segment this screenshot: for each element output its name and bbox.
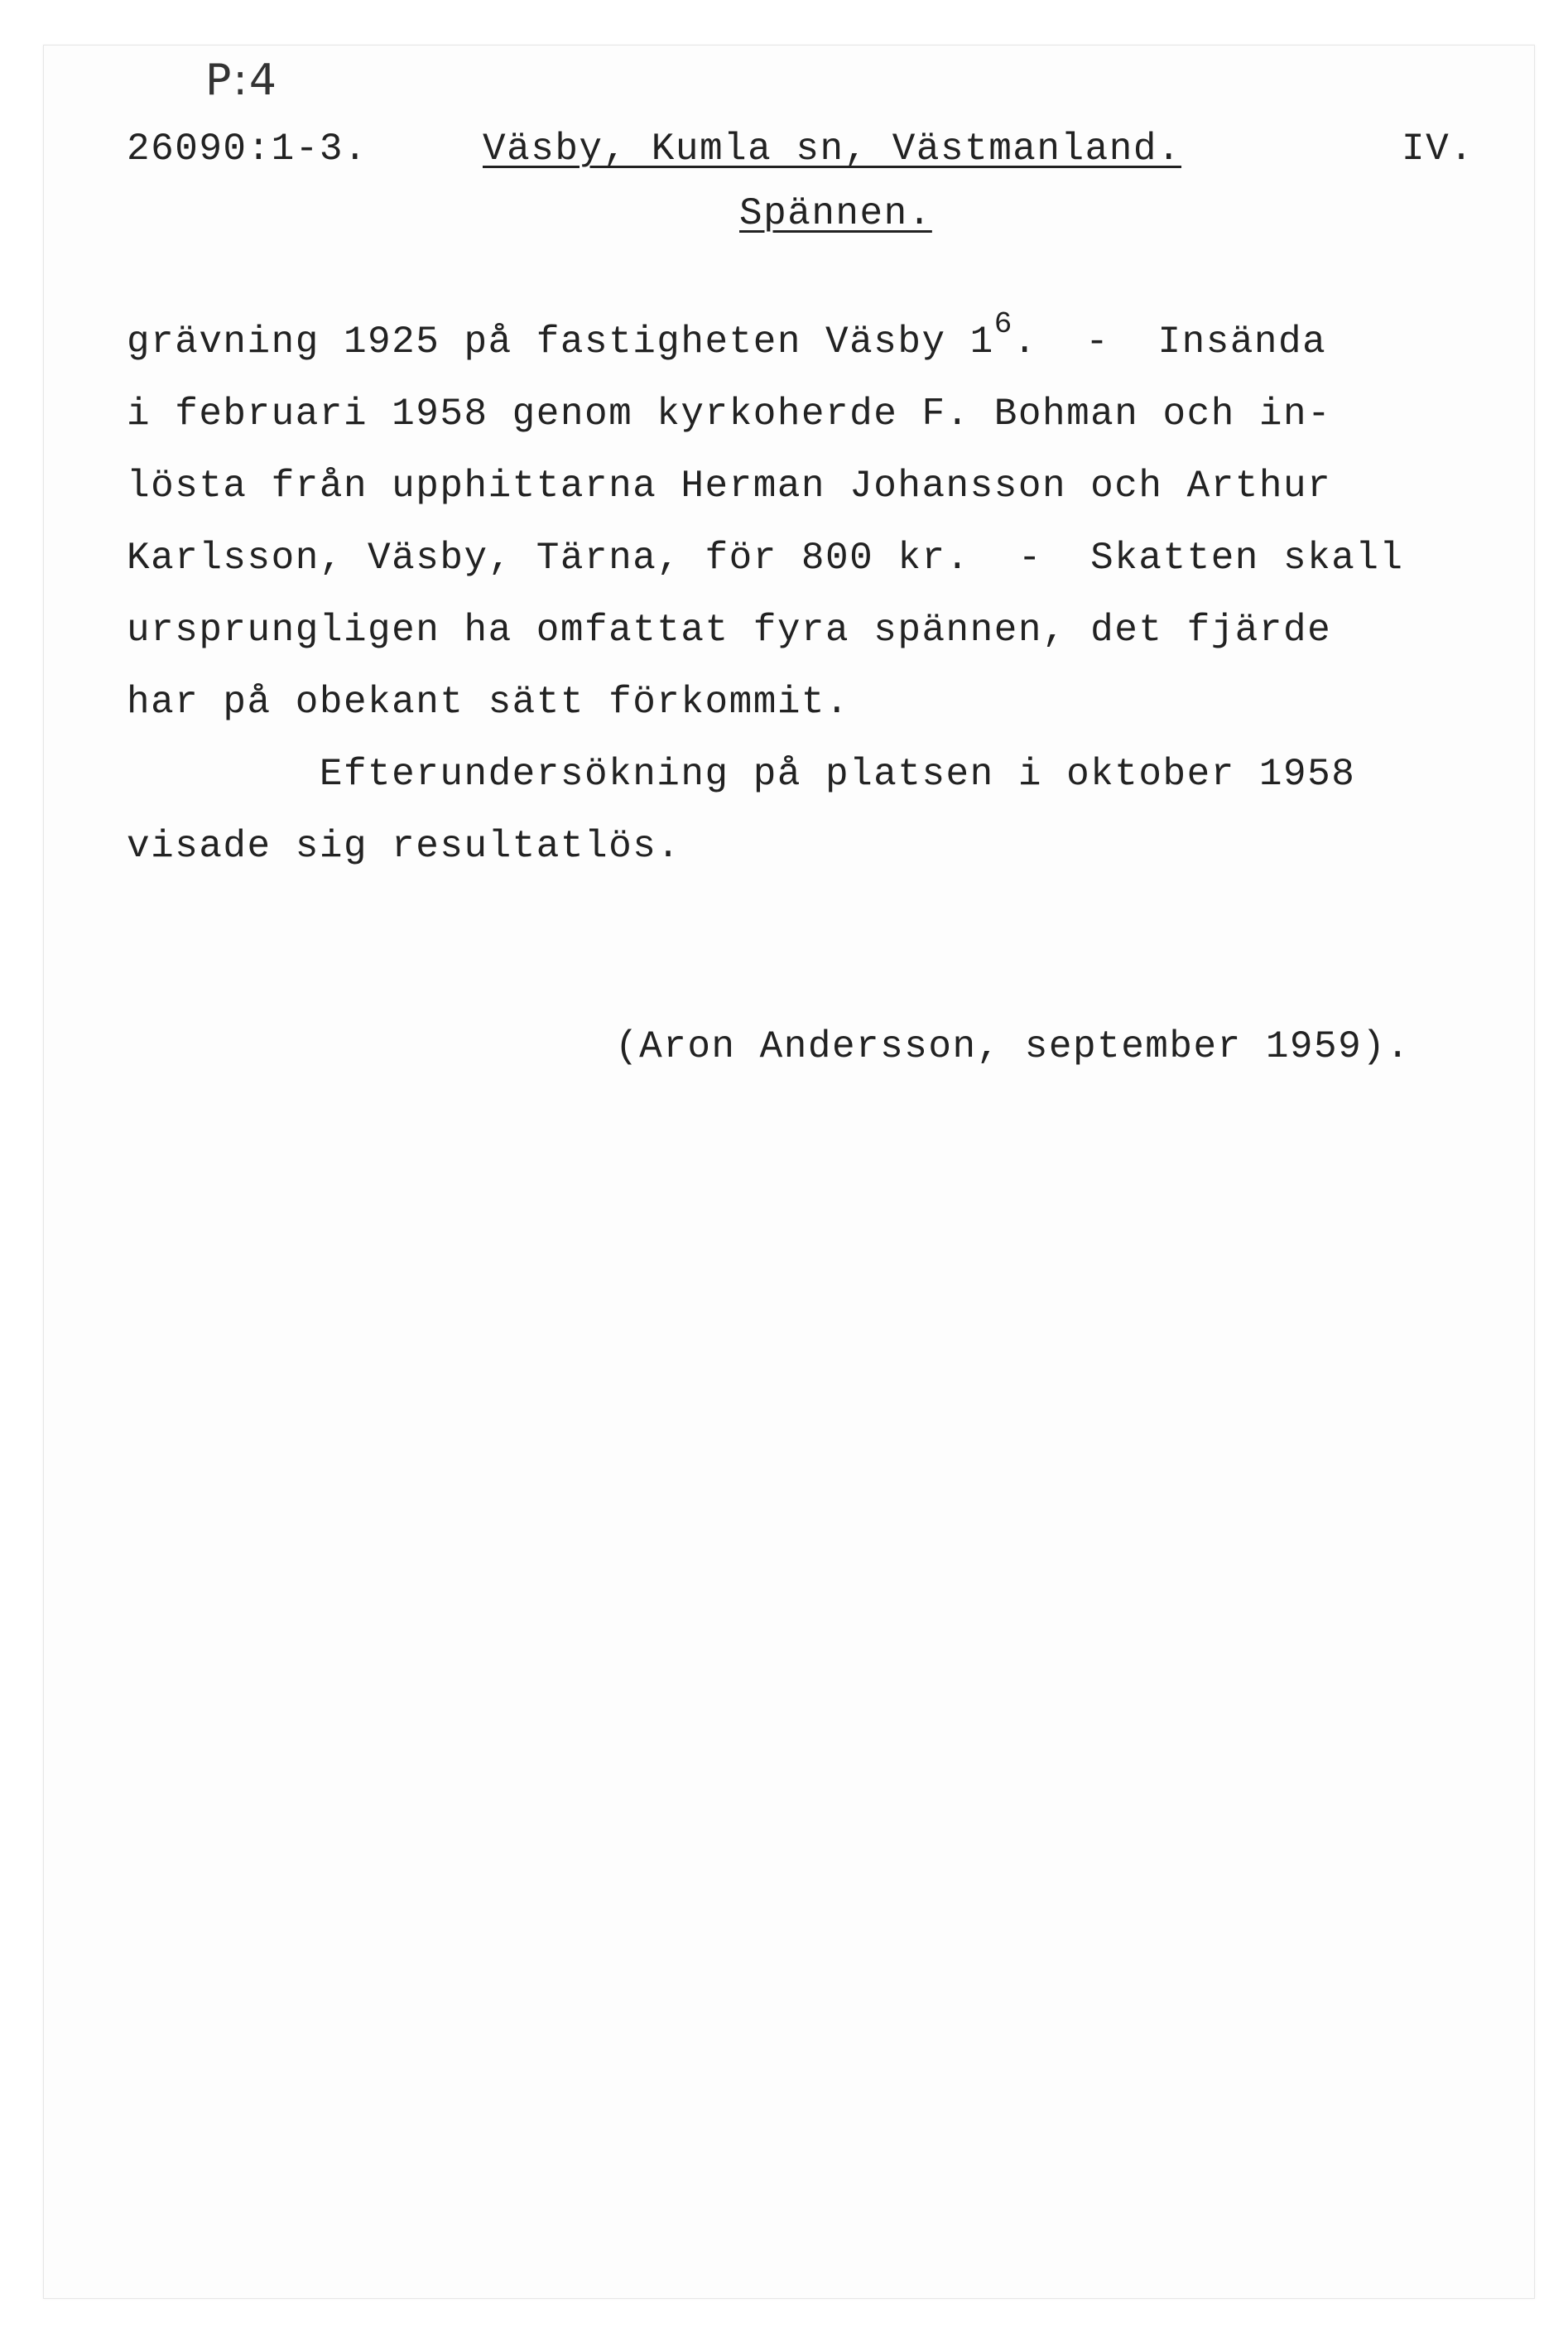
body-line-1 [127, 307, 1404, 395]
body-text [127, 307, 1404, 899]
section-number: IV. [1402, 128, 1474, 171]
handwritten-note: P:4 [205, 55, 278, 105]
body-line-2: i februari 1958 genom kyrkoherde F. Bohman och in- [127, 393, 1332, 436]
body-line-7: Efterundersökning på platsen i oktober 1958 [127, 753, 1356, 796]
body-line-1-text: grävning 1925 på fastigheten Väsby 1 [127, 320, 994, 364]
catalog-number: 26090:1-3. [127, 128, 368, 171]
catalog-card [43, 45, 1535, 2299]
body-line-3: lösta från upphittarna Herman Johansson och Arthur [127, 465, 1332, 508]
subtitle: Spännen. [739, 192, 932, 235]
body-line-5: ursprungligen ha omfattat fyra spännen, det fjärde [127, 609, 1332, 652]
body-line-6: har på obekant sätt förkommit. [127, 681, 850, 724]
body-line-8: visade sig resultatlös. [127, 825, 681, 868]
body-line-4: Karlsson, Väsby, Tärna, för 800 kr. - Skatten skall [127, 537, 1404, 580]
body-line-1-end: . - Insända [1012, 320, 1327, 364]
signature: (Aron Andersson, september 1959). [615, 1025, 1411, 1068]
superscript: 6 [993, 307, 1013, 341]
location-heading: Väsby, Kumla sn, Västmanland. [483, 128, 1182, 171]
